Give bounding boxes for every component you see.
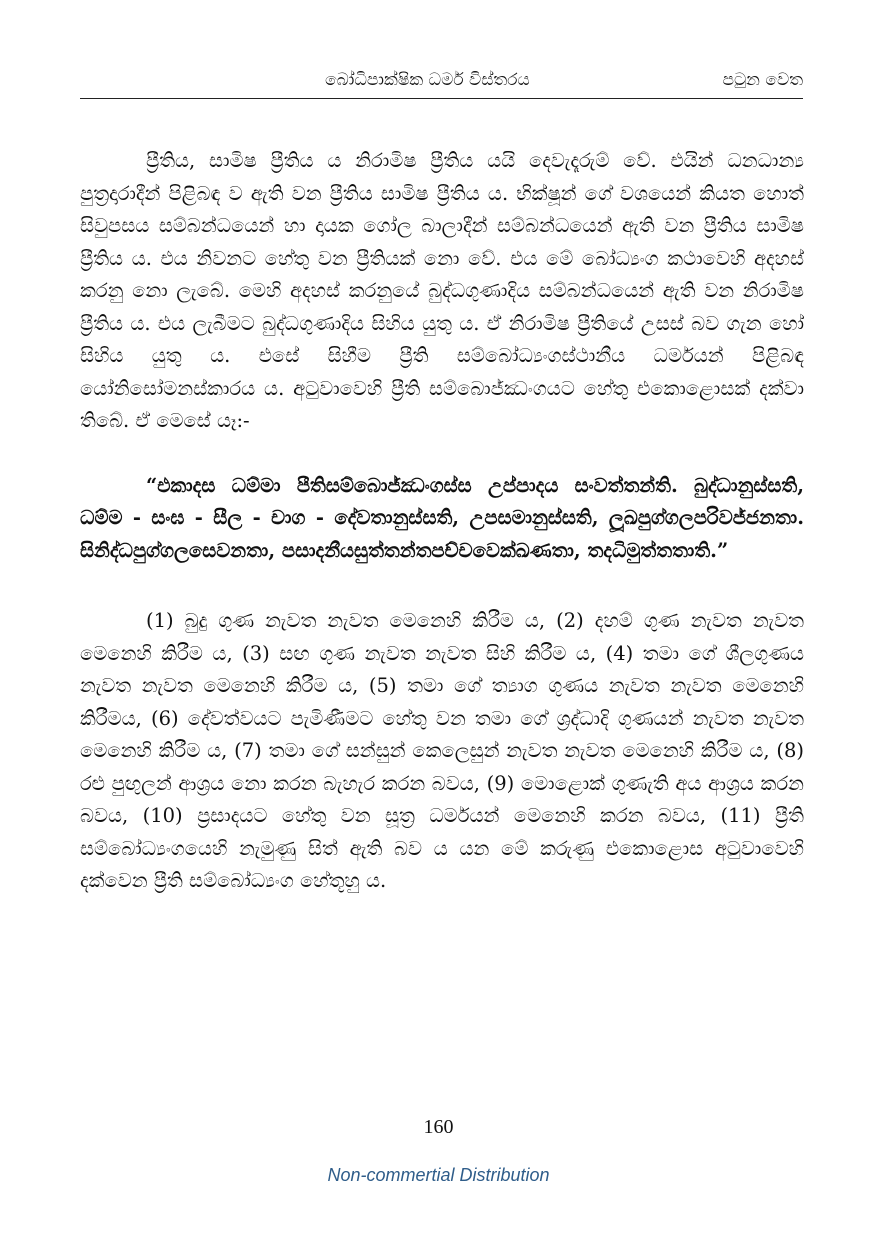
- book-title: බෝධිපාක්ෂික ධර්ම විස්තරය: [325, 70, 530, 90]
- page-content: [80, 145, 804, 898]
- contents-link[interactable]: පටුන වෙත: [722, 70, 803, 90]
- paragraph-2: (1) බුදු ගුණ නැවත නැවත මෙනෙහි කිරීම ය, (2) දහම් ගුණ නැවත නැවත මෙනෙහි කිරීම ය, (3) සඟ ගුණ නැවත නැවත සිහි කිරීම ය, (4) තමා ගේ ශීලගුණය නැවත නැවත මෙනෙහි කිරීම ය, (5) තමා ගේ ත්‍යාග ගුණය නැවත නැවත මෙනෙහි කිරීමය, (6) දේවත්වයට පැමිණීමට හේතු වන තමා ගේ ශ්‍රද්ධාදි ගුණයන් නැවත නැවත මෙනෙහි කිරීම ය, (7) තමා ගේ සන්සුන් කෙලෙසුන් නැවත නැවත මෙනෙහි කිරීම ය, (8) රළු පුඟුලන් ආශ්‍රය නො කරන බැහැර කරන බවය, (9) මොළොක් ගුණැති අය ආශ්‍රය කරන බවය, (10) ප්‍රසාදයට හේතු වන සූත්‍ර ධර්මයන් මෙනෙහි කරන බවය, (11) ප්‍රීති සම්බෝධ්‍යංගයෙහි නැමුණු සිත් ඇති බව ය යන මේ කරුණු එකොළොස අටුවාවෙහි දක්වෙන ප්‍රීති සම්බෝධ්‍යංග හේතූහු ය.: [80, 609, 804, 892]
- page-header: [80, 66, 803, 99]
- pali-quote: “එකාදස ධම්මා පීතිසම්බොජ්ඣංගස්ස උප්පාදය සංවත්තන්ති. බුද්ධානුස්සති, ධම්ම - සංඝ - සීල - චාග - දේවතානුස්සති, උපසමානුස්සති, ලූඛපුග්ගලපරිවජ්ජනතා. සිනිද්ධපුග්ගලසෙවනතා, පසාදනීයසුත්තන්තපච්චවෙක්ඛණතා, තදධිමුත්තතාති.”: [80, 473, 804, 562]
- paragraph-1: ප්‍රීතිය, සාමිෂ ප්‍රීතිය ය නිරාමිෂ ප්‍රීතිය යයි දෙවැදෑරුම් වේ. එයින් ධනධාන්‍ය පුත්‍රදාරාදීන් පිළිබඳ ව ඇති වන ප්‍රීතිය සාමිෂ ප්‍රීතිය ය. භික්ෂූන් ගේ වශයෙන් කියත හොත් සිවුපසය සම්බන්ධයෙන් හා දායක ගෝල බාලාදීන් සම්බන්ධයෙන් ඇති වන ප්‍රීතිය සාමිෂ ප්‍රීතිය ය. එය නිවනට හේතු වන ප්‍රීතියක් නො වේ. එය මේ බෝධ්‍යංග කථාවෙහි අදහස් කරනු නො ලැබේ. මෙහි අදහස් කරනුයේ බුද්ධගුණාදිය සම්බන්ධයෙන් ඇති වන නිරාමිෂ ප්‍රීතිය ය. එය ලැබීමට බුද්ධගුණාදිය සිහිය යුතු ය. ඒ නිරාමිෂ ප්‍රීතියේ උසස් බව ගැන හෝ සිහිය යුතු ය. එසේ සිහීම ප්‍රීති සම්බෝධ්‍යංගස්ථානීය ධර්මයන් පිළිබඳ යෝනිසෝමනස්කාරය ය. අටුවාවෙහි ප්‍රීති සම්බොජ්ඣංගයට හේතු එකොළොසක් දක්වා තිබේ. ඒ මෙසේ යෑ:-: [80, 149, 804, 432]
- page-number: 160: [423, 1116, 454, 1138]
- footer-note: Non-commertial Distribution: [327, 1165, 550, 1185]
